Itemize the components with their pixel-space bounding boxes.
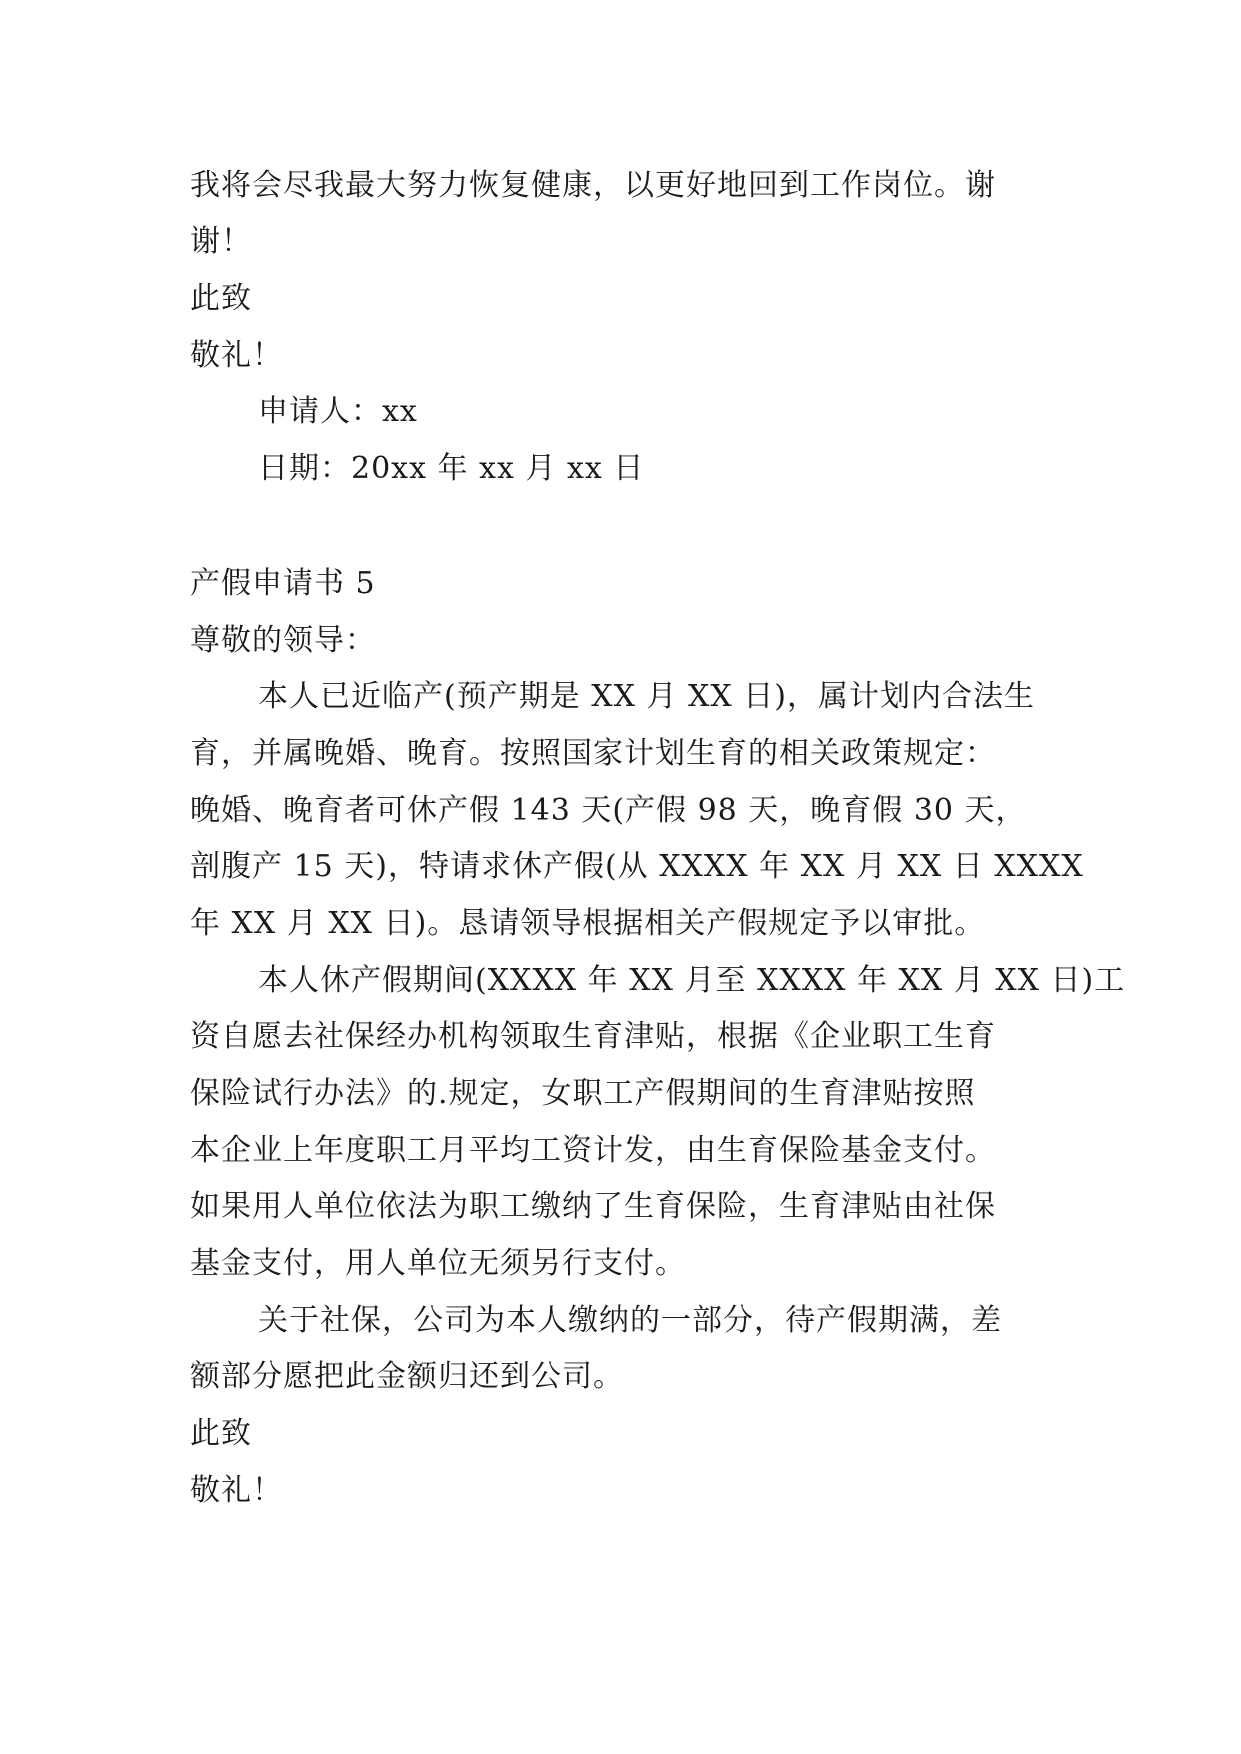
salutation-regards: 敬礼！: [190, 338, 283, 373]
paragraph-line: 基金支付，用人单位无须另行支付。: [190, 1246, 686, 1281]
paragraph-line: 本企业上年度职工月平均工资计发，由生育保险基金支付。: [190, 1133, 996, 1168]
paragraph-line: 剖腹产 15 天)，特请求休产假(从 XXXX 年 XX 月 XX 日 XXXX: [190, 849, 1084, 884]
paragraph-line: 保险试行办法》的.规定，女职工产假期间的生育津贴按照: [190, 1076, 976, 1111]
salutation-regards: 敬礼！: [190, 1473, 283, 1508]
paragraph-line: 资自愿去社保经办机构领取生育津贴，根据《企业职工生育: [190, 1019, 996, 1054]
applicant-signature: 申请人：xx: [258, 394, 418, 429]
salutation: 此致: [190, 1416, 252, 1451]
salutation: 此致: [190, 281, 252, 316]
letter-title: 产假申请书 5: [190, 566, 376, 601]
paragraph-line: 额部分愿把此金额归还到公司。: [190, 1359, 624, 1394]
signature-date: 日期：20xx 年 xx 月 xx 日: [258, 451, 645, 486]
paragraph-line: 本人休产假期间(XXXX 年 XX 月至 XXXX 年 XX 月 XX 日)工: [258, 963, 1126, 998]
paragraph-line: 关于社保，公司为本人缴纳的一部分，待产假期满，差: [258, 1303, 1002, 1338]
paragraph-line: 晚婚、晚育者可休产假 143 天(产假 98 天，晚育假 30 天，: [190, 793, 1027, 828]
paragraph-line: 育，并属晚婚、晚育。按照国家计划生育的相关政策规定：: [190, 736, 996, 771]
paragraph-line: 如果用人单位依法为职工缴纳了生育保险，生育津贴由社保: [190, 1189, 996, 1224]
paragraph-line: 年 XX 月 XX 日)。恳请领导根据相关产假规定予以审批。: [190, 906, 986, 941]
closing-text-line: 谢！: [190, 224, 252, 259]
letter-greeting: 尊敬的领导：: [190, 623, 376, 658]
paragraph-line: 本人已近临产(预产期是 XX 月 XX 日)，属计划内合法生: [258, 679, 1035, 714]
closing-text-line: 我将会尽我最大努力恢复健康，以更好地回到工作岗位。谢: [190, 168, 996, 203]
